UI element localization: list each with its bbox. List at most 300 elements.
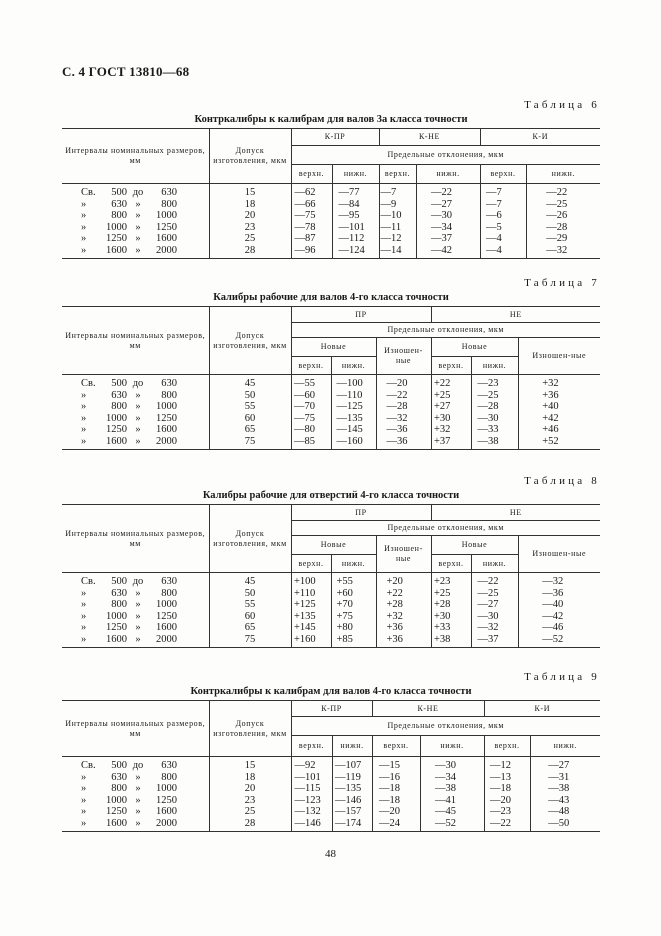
interval-prefix: » bbox=[81, 783, 87, 794]
deviation-value: +32 bbox=[386, 610, 403, 622]
deviation-cell bbox=[416, 184, 480, 199]
deviation-cell bbox=[376, 622, 431, 634]
deviation-value: —26 bbox=[546, 210, 568, 221]
tolerance-cell: 20 bbox=[209, 783, 291, 795]
interval-separator: » bbox=[135, 587, 141, 599]
deviation-value: —40 bbox=[542, 599, 564, 610]
deviation-value: +30 bbox=[434, 610, 451, 622]
interval-from: 1600 bbox=[106, 244, 127, 256]
limit-deviations-header: Предельные отклонения, мкм bbox=[291, 521, 600, 536]
deviation-cell bbox=[420, 818, 484, 832]
limit-deviations-header: Предельные отклонения, мкм bbox=[291, 323, 600, 338]
interval-separator: » bbox=[135, 817, 141, 829]
deviation-cell bbox=[480, 199, 526, 211]
interval-to: 1600 bbox=[156, 233, 177, 244]
deviation-cell bbox=[372, 818, 420, 832]
deviation-value: —66 bbox=[294, 198, 316, 210]
deviation-cell bbox=[431, 401, 471, 413]
interval-prefix: Св. bbox=[81, 760, 96, 771]
table-body bbox=[62, 184, 600, 259]
interval-to: 2000 bbox=[156, 435, 177, 447]
table-body bbox=[62, 573, 600, 648]
deviation-cell bbox=[416, 245, 480, 259]
deviation-cell bbox=[518, 599, 600, 611]
group-header: ПР bbox=[291, 505, 431, 521]
deviation-value: —124 bbox=[338, 244, 365, 256]
interval-to: 630 bbox=[161, 187, 177, 198]
deviation-value: —95 bbox=[338, 210, 360, 221]
table-8 bbox=[62, 504, 600, 648]
deviation-value: —28 bbox=[546, 221, 568, 233]
deviation-value: —75 bbox=[294, 210, 316, 221]
interval-cell bbox=[62, 233, 209, 245]
worn-header: Изношен-ные bbox=[518, 338, 600, 375]
interval-prefix: » bbox=[81, 622, 87, 633]
interval-separator: » bbox=[135, 633, 141, 645]
deviation-value: —27 bbox=[431, 198, 453, 210]
tolerance-header: Допуск изготовления, мкм bbox=[209, 505, 291, 573]
deviation-cell bbox=[376, 424, 431, 436]
deviation-value: —25 bbox=[546, 198, 568, 210]
interval-prefix: » bbox=[81, 233, 87, 244]
table-row bbox=[62, 599, 600, 611]
upper-header: верхн. bbox=[291, 165, 332, 184]
interval-from: 800 bbox=[111, 401, 127, 412]
table-row bbox=[62, 401, 600, 413]
interval-prefix: Св. bbox=[81, 576, 96, 587]
deviation-cell bbox=[291, 795, 332, 807]
deviation-cell bbox=[376, 588, 431, 600]
deviation-cell bbox=[331, 588, 376, 600]
deviation-cell bbox=[518, 588, 600, 600]
interval-separator: до bbox=[132, 760, 144, 771]
interval-separator: » bbox=[135, 771, 141, 783]
deviation-cell bbox=[376, 401, 431, 413]
deviation-value: —48 bbox=[548, 806, 570, 817]
tolerance-cell: 50 bbox=[209, 390, 291, 402]
deviation-cell bbox=[331, 390, 376, 402]
deviation-cell bbox=[530, 795, 600, 807]
interval-cell bbox=[62, 795, 209, 807]
worn-header: Изношен-ные bbox=[376, 536, 431, 573]
interval-to: 1600 bbox=[156, 622, 177, 633]
deviation-cell bbox=[291, 599, 331, 611]
table-row bbox=[62, 611, 600, 623]
table-title: Калибры рабочие для отверстий 4-го класса точности bbox=[202, 490, 460, 501]
deviation-cell bbox=[332, 233, 379, 245]
deviation-value: —45 bbox=[435, 806, 457, 817]
interval-from: 1250 bbox=[106, 233, 127, 244]
tolerance-cell: 65 bbox=[209, 424, 291, 436]
deviation-value: —62 bbox=[294, 187, 316, 198]
limit-deviations-header: Предельные отклонения, мкм bbox=[291, 717, 600, 736]
deviation-value: —22 bbox=[386, 389, 408, 401]
interval-separator: » bbox=[135, 221, 141, 233]
interval-cell bbox=[62, 573, 209, 588]
table-title: Контркалибры к калибрам для валов 4-го класса точности bbox=[190, 686, 472, 697]
deviation-cell bbox=[518, 375, 600, 390]
deviation-cell bbox=[480, 245, 526, 259]
interval-separator: до bbox=[132, 576, 144, 587]
deviation-cell bbox=[332, 222, 379, 234]
deviation-value: +46 bbox=[542, 424, 559, 435]
interval-to: 630 bbox=[161, 760, 177, 771]
table-row bbox=[62, 573, 600, 588]
deviation-value: +85 bbox=[336, 633, 353, 645]
interval-to: 2000 bbox=[156, 817, 177, 829]
deviation-value: —100 bbox=[336, 378, 363, 389]
interval-separator: » bbox=[135, 806, 141, 817]
deviation-value: —25 bbox=[477, 389, 499, 401]
deviation-cell bbox=[291, 401, 331, 413]
lower-header: нижн. bbox=[416, 165, 480, 184]
interval-separator: » bbox=[135, 210, 141, 221]
interval-cell bbox=[62, 222, 209, 234]
deviation-value: —87 bbox=[294, 233, 316, 244]
deviation-cell bbox=[526, 210, 600, 222]
deviation-value: +23 bbox=[434, 576, 451, 587]
deviation-cell bbox=[376, 375, 431, 390]
interval-from: 1600 bbox=[106, 633, 127, 645]
deviation-cell bbox=[518, 622, 600, 634]
interval-prefix: » bbox=[81, 633, 87, 645]
deviation-value: —25 bbox=[477, 587, 499, 599]
interval-to: 1250 bbox=[156, 412, 177, 424]
deviation-cell bbox=[291, 634, 331, 648]
interval-separator: » bbox=[135, 599, 141, 610]
deviation-cell bbox=[331, 573, 376, 588]
tolerance-cell: 15 bbox=[209, 757, 291, 772]
deviation-cell bbox=[484, 806, 530, 818]
deviation-cell bbox=[431, 436, 471, 450]
deviation-cell bbox=[484, 783, 530, 795]
deviation-cell bbox=[332, 245, 379, 259]
interval-from: 1250 bbox=[106, 424, 127, 435]
deviation-value: —174 bbox=[335, 817, 362, 829]
deviation-cell bbox=[530, 757, 600, 772]
deviation-value: —7 bbox=[486, 187, 502, 198]
new-header: Новые bbox=[291, 536, 376, 555]
interval-from: 800 bbox=[111, 783, 127, 794]
interval-prefix: » bbox=[81, 389, 87, 401]
table-row bbox=[62, 783, 600, 795]
deviation-value: —18 bbox=[379, 794, 401, 806]
interval-prefix: Св. bbox=[81, 378, 96, 389]
tolerance-cell: 28 bbox=[209, 818, 291, 832]
deviation-value: +37 bbox=[434, 435, 451, 447]
deviation-cell bbox=[471, 611, 518, 623]
deviation-value: +30 bbox=[434, 412, 451, 424]
deviation-cell bbox=[332, 210, 379, 222]
deviation-value: —32 bbox=[477, 622, 499, 633]
interval-from: 1000 bbox=[106, 221, 127, 233]
interval-from: 1000 bbox=[106, 610, 127, 622]
deviation-cell bbox=[331, 634, 376, 648]
deviation-cell bbox=[291, 611, 331, 623]
deviation-value: —42 bbox=[542, 610, 564, 622]
interval-cell bbox=[62, 622, 209, 634]
interval-from: 1250 bbox=[106, 806, 127, 817]
deviation-value: —112 bbox=[338, 233, 365, 244]
tolerance-cell: 55 bbox=[209, 599, 291, 611]
deviation-cell bbox=[480, 222, 526, 234]
interval-from: 500 bbox=[111, 760, 127, 771]
deviation-cell bbox=[480, 184, 526, 199]
deviation-cell bbox=[431, 375, 471, 390]
deviation-cell bbox=[484, 818, 530, 832]
deviation-cell bbox=[331, 622, 376, 634]
lower-header: нижн. bbox=[332, 165, 379, 184]
deviation-value: —31 bbox=[548, 771, 570, 783]
table-body bbox=[62, 375, 600, 450]
deviation-cell bbox=[526, 199, 600, 211]
deviation-cell bbox=[530, 806, 600, 818]
interval-from: 1600 bbox=[106, 817, 127, 829]
deviation-value: —13 bbox=[490, 771, 512, 783]
interval-prefix: » bbox=[81, 401, 87, 412]
interval-separator: » bbox=[135, 233, 141, 244]
deviation-cell bbox=[420, 757, 484, 772]
deviation-cell bbox=[431, 413, 471, 425]
deviation-value: —4 bbox=[486, 244, 502, 256]
deviation-cell bbox=[291, 588, 331, 600]
upper-header: верхн. bbox=[480, 165, 526, 184]
interval-from: 630 bbox=[111, 587, 127, 599]
deviation-cell bbox=[291, 222, 332, 234]
interval-from: 1250 bbox=[106, 622, 127, 633]
deviation-cell bbox=[332, 795, 372, 807]
upper-header: верхн. bbox=[431, 555, 471, 573]
deviation-cell bbox=[376, 436, 431, 450]
deviation-value: +160 bbox=[294, 633, 316, 645]
deviation-value: —30 bbox=[431, 210, 453, 221]
deviation-value: —24 bbox=[379, 817, 401, 829]
deviation-value: —125 bbox=[336, 401, 363, 412]
deviation-cell bbox=[291, 233, 332, 245]
deviation-cell bbox=[471, 375, 518, 390]
deviation-cell bbox=[332, 199, 379, 211]
deviation-cell bbox=[331, 599, 376, 611]
deviation-value: —96 bbox=[294, 244, 316, 256]
deviation-cell bbox=[420, 772, 484, 784]
tolerance-cell: 23 bbox=[209, 222, 291, 234]
interval-to: 1000 bbox=[156, 783, 177, 794]
deviation-value: —18 bbox=[490, 783, 512, 794]
deviation-cell bbox=[471, 401, 518, 413]
deviation-value: —70 bbox=[294, 401, 315, 412]
deviation-value: —36 bbox=[386, 435, 408, 447]
worn-header: Изношен-ные bbox=[518, 536, 600, 573]
deviation-value: +135 bbox=[294, 610, 316, 622]
intervals-header: Интервалы номинальных размеров, мм bbox=[62, 307, 209, 375]
interval-separator: до bbox=[132, 378, 144, 389]
interval-prefix: Св. bbox=[81, 187, 96, 198]
deviation-value: —38 bbox=[477, 435, 499, 447]
interval-from: 500 bbox=[111, 576, 127, 587]
deviation-cell bbox=[331, 424, 376, 436]
table-8-block bbox=[62, 474, 600, 648]
deviation-cell bbox=[526, 245, 600, 259]
interval-prefix: » bbox=[81, 610, 87, 622]
deviation-value: —36 bbox=[386, 424, 408, 435]
interval-from: 1600 bbox=[106, 435, 127, 447]
deviation-cell bbox=[431, 588, 471, 600]
deviation-value: —32 bbox=[546, 244, 568, 256]
deviation-value: —20 bbox=[379, 806, 401, 817]
interval-separator: » bbox=[135, 389, 141, 401]
deviation-cell bbox=[291, 390, 331, 402]
table-row bbox=[62, 233, 600, 245]
deviation-value: +70 bbox=[336, 599, 353, 610]
tolerance-cell: 28 bbox=[209, 245, 291, 259]
table-row bbox=[62, 588, 600, 600]
deviation-cell bbox=[518, 573, 600, 588]
deviation-value: —37 bbox=[431, 233, 453, 244]
deviation-value: +28 bbox=[434, 599, 451, 610]
interval-to: 1600 bbox=[156, 424, 177, 435]
deviation-value: —41 bbox=[435, 794, 457, 806]
deviation-value: —157 bbox=[335, 806, 362, 817]
deviation-value: —20 bbox=[490, 794, 512, 806]
deviation-value: —55 bbox=[294, 378, 315, 389]
deviation-cell bbox=[372, 795, 420, 807]
deviation-cell bbox=[431, 634, 471, 648]
deviation-value: —28 bbox=[386, 401, 408, 412]
tolerance-header: Допуск изготовления, мкм bbox=[209, 701, 291, 757]
deviation-value: +25 bbox=[434, 389, 451, 401]
intervals-header: Интервалы номинальных размеров, мм bbox=[62, 129, 209, 184]
interval-from: 1000 bbox=[106, 794, 127, 806]
interval-prefix: » bbox=[81, 198, 87, 210]
deviation-cell bbox=[376, 390, 431, 402]
table-9 bbox=[62, 700, 600, 832]
deviation-cell bbox=[484, 757, 530, 772]
tolerance-cell: 65 bbox=[209, 622, 291, 634]
deviation-value: —30 bbox=[477, 610, 499, 622]
deviation-value: +36 bbox=[542, 389, 559, 401]
deviation-cell bbox=[416, 199, 480, 211]
deviation-cell bbox=[379, 199, 416, 211]
interval-to: 800 bbox=[161, 389, 177, 401]
tolerance-cell: 18 bbox=[209, 199, 291, 211]
deviation-value: —5 bbox=[486, 221, 502, 233]
deviation-value: —20 bbox=[386, 378, 408, 389]
interval-separator: до bbox=[132, 187, 144, 198]
deviation-value: —15 bbox=[379, 760, 401, 771]
table-7-block bbox=[62, 276, 600, 450]
deviation-cell bbox=[291, 573, 331, 588]
deviation-cell bbox=[431, 424, 471, 436]
deviation-value: +32 bbox=[542, 378, 559, 389]
deviation-value: —30 bbox=[435, 760, 457, 771]
interval-to: 1600 bbox=[156, 806, 177, 817]
deviation-value: —115 bbox=[294, 783, 321, 794]
new-header: Новые bbox=[431, 536, 518, 555]
deviation-value: —12 bbox=[490, 760, 512, 771]
interval-cell bbox=[62, 390, 209, 402]
lower-header: нижн. bbox=[420, 736, 484, 757]
deviation-value: —27 bbox=[477, 599, 499, 610]
deviation-cell bbox=[480, 210, 526, 222]
interval-cell bbox=[62, 599, 209, 611]
deviation-value: —110 bbox=[336, 389, 363, 401]
lower-header: нижн. bbox=[332, 736, 372, 757]
lower-header: нижн. bbox=[471, 357, 518, 375]
interval-to: 1250 bbox=[156, 221, 177, 233]
deviation-cell bbox=[332, 757, 372, 772]
deviation-cell bbox=[291, 199, 332, 211]
interval-to: 800 bbox=[161, 198, 177, 210]
deviation-cell bbox=[526, 184, 600, 199]
lower-header: нижн. bbox=[530, 736, 600, 757]
deviation-value: —101 bbox=[294, 771, 321, 783]
interval-to: 1000 bbox=[156, 401, 177, 412]
deviation-cell bbox=[526, 222, 600, 234]
deviation-value: —7 bbox=[380, 187, 397, 198]
interval-cell bbox=[62, 199, 209, 211]
table-row bbox=[62, 222, 600, 234]
deviation-value: —135 bbox=[335, 783, 362, 794]
interval-from: 500 bbox=[111, 378, 127, 389]
upper-header: верхн. bbox=[291, 736, 332, 757]
interval-prefix: » bbox=[81, 599, 87, 610]
deviation-cell bbox=[379, 210, 416, 222]
new-header: Новые bbox=[431, 338, 518, 357]
upper-header: верхн. bbox=[431, 357, 471, 375]
deviation-cell bbox=[420, 795, 484, 807]
table-row bbox=[62, 757, 600, 772]
deviation-value: +52 bbox=[542, 435, 559, 447]
tolerance-cell: 20 bbox=[209, 210, 291, 222]
deviation-cell bbox=[332, 772, 372, 784]
deviation-cell bbox=[518, 634, 600, 648]
deviation-value: —23 bbox=[490, 806, 512, 817]
deviation-value: —146 bbox=[335, 794, 362, 806]
tolerance-cell: 75 bbox=[209, 436, 291, 450]
deviation-value: —4 bbox=[486, 233, 502, 244]
intervals-header: Интервалы номинальных размеров, мм bbox=[62, 701, 209, 757]
interval-prefix: » bbox=[81, 221, 87, 233]
deviation-cell bbox=[518, 390, 600, 402]
deviation-cell bbox=[291, 806, 332, 818]
deviation-value: —11 bbox=[380, 221, 402, 233]
interval-from: 630 bbox=[111, 771, 127, 783]
deviation-value: —132 bbox=[294, 806, 321, 817]
deviation-cell bbox=[291, 436, 331, 450]
deviation-cell bbox=[332, 783, 372, 795]
deviation-value: —14 bbox=[380, 244, 402, 256]
new-header: Новые bbox=[291, 338, 376, 357]
deviation-cell bbox=[431, 599, 471, 611]
table-row bbox=[62, 772, 600, 784]
deviation-value: —12 bbox=[380, 233, 402, 244]
deviation-value: —84 bbox=[338, 198, 360, 210]
table-row bbox=[62, 210, 600, 222]
table-title: Контркалибры к калибрам для валов 3а класса точности bbox=[194, 114, 468, 125]
interval-separator: » bbox=[135, 610, 141, 622]
table-row bbox=[62, 184, 600, 199]
deviation-value: +42 bbox=[542, 412, 559, 424]
tolerance-cell: 45 bbox=[209, 573, 291, 588]
deviation-value: —28 bbox=[477, 401, 499, 412]
deviation-cell bbox=[431, 573, 471, 588]
interval-to: 2000 bbox=[156, 244, 177, 256]
page-number: 48 bbox=[325, 848, 336, 860]
interval-cell bbox=[62, 818, 209, 832]
deviation-cell bbox=[291, 818, 332, 832]
interval-cell bbox=[62, 772, 209, 784]
deviation-value: —50 bbox=[548, 817, 570, 829]
